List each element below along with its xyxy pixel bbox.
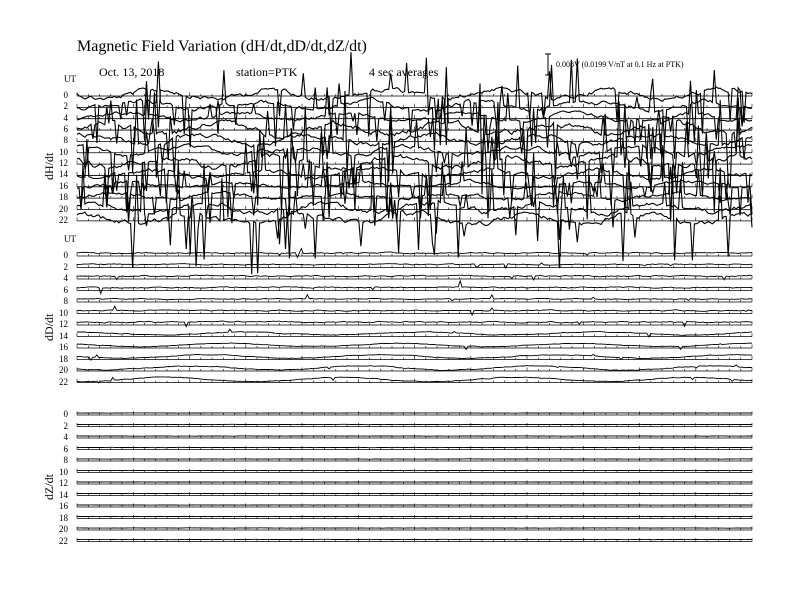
hour-tick-label: 22 (59, 214, 68, 225)
date-label: Oct. 13, 2018 (99, 65, 165, 79)
hour-tick-label: 12 (59, 319, 68, 329)
hour-tick-label: 18 (59, 353, 68, 364)
station-label: station=PTK (236, 65, 298, 79)
hour-tick-label: 8 (63, 455, 68, 465)
hour-tick-label: 16 (59, 501, 68, 511)
hour-tick-label: 2 (63, 420, 68, 431)
dz-dt-panel (77, 412, 752, 542)
hour-tick-label: 20 (59, 203, 68, 214)
hour-tick-label: 18 (59, 192, 68, 203)
dz-dt-axis-label: dZ/dt (42, 474, 56, 501)
hour-tick-label: 20 (59, 524, 68, 534)
hour-tick-label: 22 (59, 376, 68, 387)
hour-tick-label: 8 (63, 135, 68, 146)
hour-tick-label: 18 (59, 512, 68, 523)
hour-tick-label: 20 (59, 365, 68, 375)
hour-tick-label: 14 (59, 330, 68, 341)
minute-ticks (77, 104, 752, 108)
hour-tick-label: 16 (59, 342, 68, 352)
hour-tick-label: 4 (63, 432, 68, 442)
hour-tick-label: 6 (63, 124, 68, 135)
hour-tick-label: 4 (63, 112, 68, 123)
dd-dt-panel (77, 249, 752, 383)
hour-tick-label: 22 (59, 535, 68, 546)
hour-tick-label: 0 (63, 90, 68, 100)
scale-note: 0.008V (0.0199 V/nT at 0.1 Hz at PTK) (556, 60, 684, 69)
hour-tick-label: 10 (59, 307, 68, 318)
dh-dt-axis-label: dH/dt (42, 153, 56, 181)
hour-tick-label: 2 (63, 261, 68, 272)
scale-bar (545, 54, 551, 75)
hour-tick-label: 12 (59, 478, 68, 488)
minute-ticks (77, 356, 752, 360)
hour-tick-label: 10 (59, 146, 68, 157)
minute-ticks (77, 127, 752, 130)
hour-tick-label: 14 (59, 169, 68, 180)
minute-ticks (77, 115, 752, 119)
ut-axis-label: UT (64, 74, 76, 84)
hour-tick-label: 6 (63, 443, 68, 454)
chart-title: Magnetic Field Variation (dH/dt,dD/dt,dZ/dt) (77, 38, 367, 55)
dh-dt-panel (77, 52, 752, 274)
ut-axis-label: UT (64, 234, 76, 244)
hour-tick-label: 16 (59, 180, 68, 191)
dd-dt-axis-label: dD/dt (42, 313, 56, 342)
hour-tick-label: 10 (59, 466, 68, 477)
hour-tick-label: 12 (59, 158, 68, 169)
hour-tick-label: 4 (63, 273, 68, 283)
hour-tick-label: 2 (63, 101, 68, 112)
minute-ticks (77, 217, 752, 221)
hour-tick-label: 14 (59, 489, 68, 500)
averaging-label: 4 sec averages (369, 65, 439, 79)
hour-tick-label: 8 (63, 296, 68, 306)
hour-tick-label: 6 (63, 284, 68, 295)
hour-tick-label: 0 (63, 409, 68, 419)
hour-tick-label: 0 (63, 250, 68, 260)
